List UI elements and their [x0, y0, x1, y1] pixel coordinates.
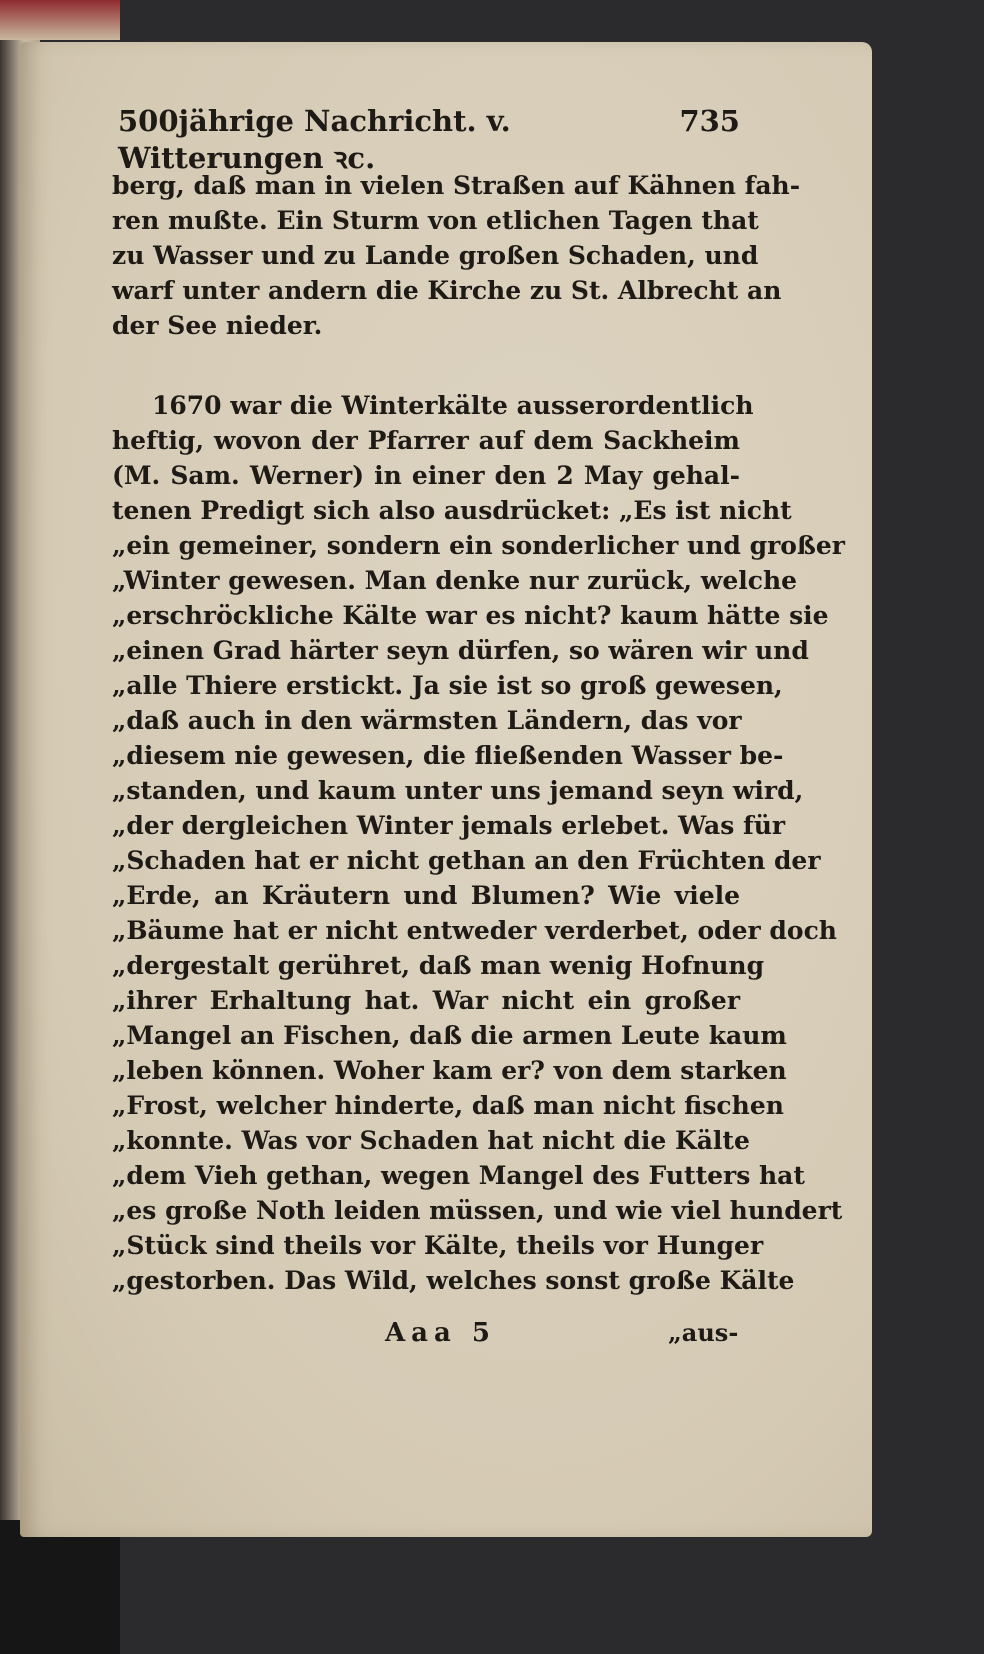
- text-line: „Mangel an Fischen, daß die armen Leute kaum: [112, 1021, 787, 1050]
- text-line: „ein gemeiner, sondern ein sonderlicher und großer: [112, 531, 845, 560]
- text-line: „alle Thiere erstickt. Ja sie ist so groß gewesen,: [112, 671, 783, 700]
- text-line: der See nieder.: [112, 311, 323, 340]
- text-line: „ihrer Erhaltung hat. War nicht ein großer: [112, 986, 740, 1015]
- paragraph-1670: [112, 388, 845, 1298]
- text-line: „dem Vieh gethan, wegen Mangel des Futters hat: [112, 1161, 805, 1190]
- text-line: „gestorben. Das Wild, welches sonst große Kälte: [112, 1266, 795, 1295]
- text-line: „es große Noth leiden müssen, und wie viel hundert: [112, 1196, 843, 1225]
- running-title: 500jährige Nachricht. v. Witterungen ꝛc.: [118, 104, 511, 175]
- text-line: „diesem nie gewesen, die fließenden Wasser be-: [112, 741, 784, 770]
- text-line: „leben können. Woher kam er? von dem starken: [112, 1056, 787, 1085]
- running-header: [118, 104, 740, 177]
- text-line: „der dergleichen Winter jemals erlebet. Was für: [112, 811, 786, 840]
- text-line: „erschröckliche Kälte war es nicht? kaum hätte sie: [112, 601, 829, 630]
- text-line: „daß auch in den wärmsten Ländern, das vor: [112, 706, 742, 735]
- text-line: „Bäume hat er nicht entweder verderbet, oder doch: [112, 916, 837, 945]
- text-line: tenen Predigt sich also ausdrücket: „Es ist nicht: [112, 496, 792, 525]
- book-edge-bottom: [0, 1520, 120, 1654]
- text-line: „Frost, welcher hinderte, daß man nicht fischen: [112, 1091, 784, 1120]
- text-line: zu Wasser und zu Lande großen Schaden, und: [112, 241, 759, 270]
- text-line: ren mußte. Ein Sturm von etlichen Tagen that: [112, 206, 759, 235]
- signature-mark: Aaa 5: [385, 1318, 497, 1348]
- text-line: „Stück sind theils vor Kälte, theils vor Hunger: [112, 1231, 764, 1260]
- text-line: „Schaden hat er nicht gethan an den Früchten der: [112, 846, 821, 875]
- text-line: „Winter gewesen. Man denke nur zurück, welche: [112, 566, 798, 595]
- text-line: „einen Grad härter seyn dürfen, so wären wir und: [112, 636, 809, 665]
- text-line: (M. Sam. Werner) in einer den 2 May gehal-: [112, 461, 740, 490]
- text-line: berg, daß man in vielen Straßen auf Kähnen fah-: [112, 171, 801, 200]
- page-number: 735: [679, 104, 740, 138]
- text-line: 1670 war die Winterkälte ausserordentlich: [152, 391, 754, 420]
- catchword: „aus-: [668, 1318, 739, 1347]
- book-edge-top: [0, 0, 120, 40]
- paragraph-continuation: [112, 168, 801, 343]
- text-line: „standen, und kaum unter uns jemand seyn wird,: [112, 776, 804, 805]
- text-line: „Erde, an Kräutern und Blumen? Wie viele: [112, 881, 740, 910]
- text-line: „dergestalt gerühret, daß man wenig Hofnung: [112, 951, 765, 980]
- text-line: heftig, wovon der Pfarrer auf dem Sackheim: [112, 426, 740, 455]
- text-line: warf unter andern die Kirche zu St. Albrecht an: [112, 276, 782, 305]
- text-line: „konnte. Was vor Schaden hat nicht die Kälte: [112, 1126, 750, 1155]
